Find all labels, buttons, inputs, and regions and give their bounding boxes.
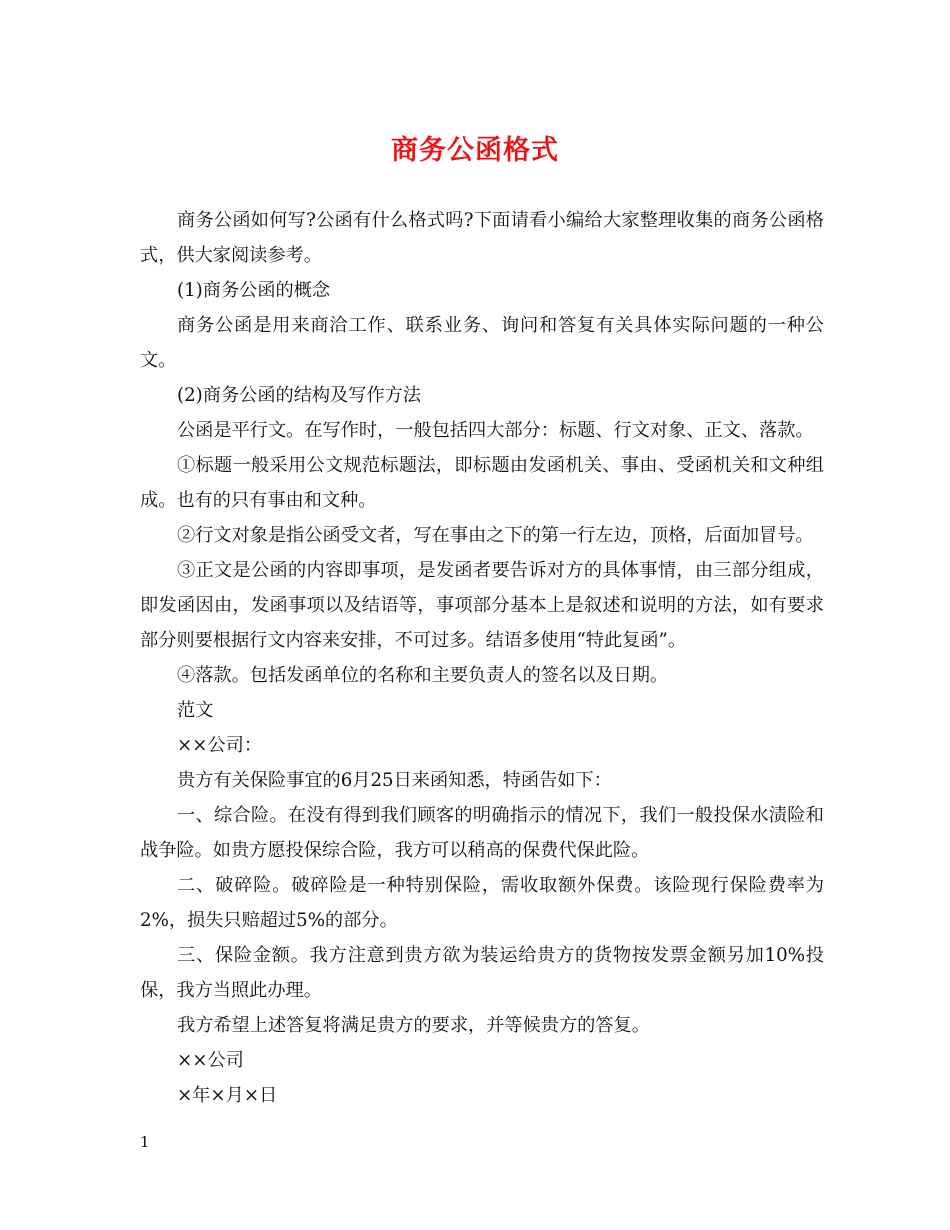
paragraph: (1)商务公函的概念 (177, 280, 331, 301)
page-number: 1 (140, 1133, 150, 1151)
paragraph: ①标题一般采用公文规范标题法，即标题由发函机关、事由、受函机关和文种组成。也有的只有事由和文种。 (140, 455, 824, 511)
document-title: 商务公函格式 (391, 135, 559, 166)
paragraph: (2)商务公函的结构及写作方法 (177, 385, 422, 406)
paragraph: 三、保险金额。我方注意到贵方欲为装运给贵方的货物按发票金额另加10%投保，我方当照此办理。 (140, 945, 824, 1001)
paragraph: 一、综合险。在没有得到我们顾客的明确指示的情况下，我们一般投保水渍险和战争险。如贵方愿投保综合险，我方可以稍高的保费代保此险。 (140, 805, 824, 861)
paragraph: ②行文对象是指公函受文者，写在事由之下的第一行左边，顶格，后面加冒号。 (177, 525, 814, 546)
paragraph: ×年×月×日 (177, 1085, 278, 1106)
paragraph: 商务公函是用来商洽工作、联系业务、询问和答复有关具体实际问题的一种公文。 (140, 315, 824, 371)
paragraph: ××公司 (177, 1050, 244, 1071)
paragraph: 公函是平行文。在写作时，一般包括四大部分：标题、行文对象、正文、落款。 (177, 420, 814, 441)
paragraph: 范文 (177, 700, 214, 721)
paragraph: 贵方有关保险事宜的6月25日来函知悉，特函告如下： (177, 770, 612, 791)
paragraph: 商务公函如何写?公函有什么格式吗?下面请看小编给大家整理收集的商务公函格式，供大家阅读参考。 (140, 210, 824, 266)
paragraph: ④落款。包括发函单位的名称和主要负责人的签名以及日期。 (177, 665, 669, 686)
paragraph: 我方希望上述答复将满足贵方的要求，并等候贵方的答复。 (177, 1015, 650, 1036)
document-body (140, 203, 824, 1113)
paragraph: ③正文是公函的内容即事项，是发函者要告诉对方的具体事情，由三部分组成，即发函因由，发函事项以及结语等，事项部分基本上是叙述和说明的方法，如有要求部分则要根据行文内容来安排，不可过多。结语多使用“特此复函”。 (140, 560, 824, 651)
paragraph: ××公司： (177, 735, 263, 756)
paragraph: 二、破碎险。破碎险是一种特别保险，需收取额外保费。该险现行保险费率为2%，损失只赔超过5%的部分。 (140, 875, 824, 931)
